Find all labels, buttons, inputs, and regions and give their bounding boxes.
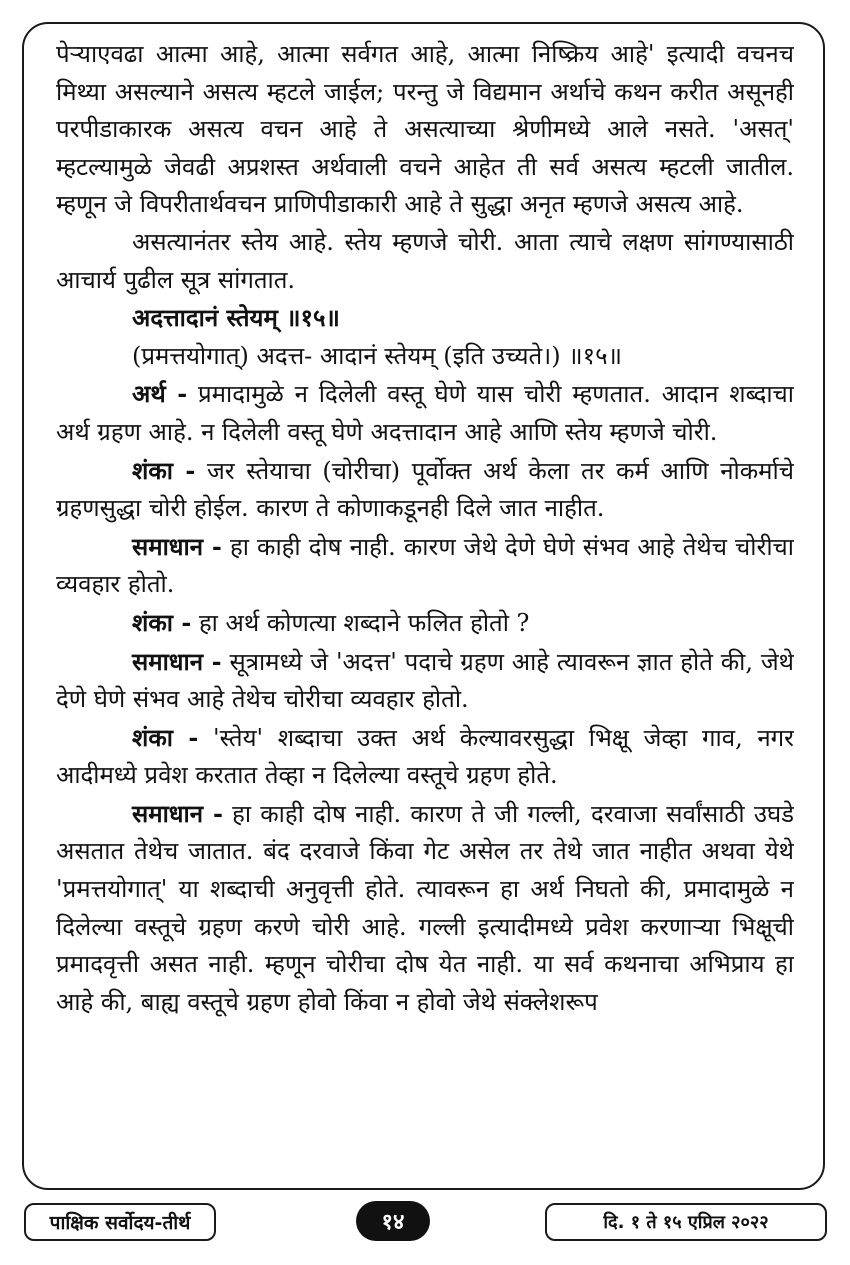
paragraph-text: हा काही दोष नाही. कारण ते जी गल्ली, दरवाजा सर्वांसाठी उघडे असतात तेथेच जातात. बंद दरवाजे किंवा गेट असेल तर तेथे जात नाहीत अथवा येथे 'प्रमत्तयोगात्' या शब्दाची अनुवृत्ती होते. त्यावरून हा अर्थ निघतो की, प्रमादामुळे न दिलेल्या वस्तूचे ग्रहण करणे चोरी आहे. गल्ली इत्यादीमध्ये प्रवेश करणाऱ्या भिक्षूची प्रमादवृत्ती असत नाही. म्हणून चोरीचा दोष येत नाही. या सर्व कथनाचा अभिप्राय हा आहे की, बाह्य वस्तूचे ग्रहण होवो किंवा न होवो जेथे संक्लेशरूप xyxy=(56,799,794,1016)
answer-label: समाधान - xyxy=(132,646,222,676)
answer-label: समाधान - xyxy=(132,798,223,828)
paragraph-text: हा अर्थ कोणत्या शब्दाने फलित होतो ? xyxy=(198,608,530,637)
sutra-heading xyxy=(56,299,794,338)
doubt-paragraph-1 xyxy=(56,452,794,528)
paragraph-text: सूत्रामध्ये जे 'अदत्त' पदाचे ग्रहण आहे त्यावरून ज्ञात होते की, जेथे देणे घेणे संभव आहे तेथेच चोरीचा व्यवहार होतो. xyxy=(56,647,794,714)
doubt-label: शंका - xyxy=(132,455,196,485)
paragraph-text: (प्रमत्तयोगात्) अदत्त- आदानं स्तेयम् (इति उच्यते।) ॥१५॥ xyxy=(132,341,622,370)
issue-date: दि. १ ते १५ एप्रिल २०२२ xyxy=(545,1203,827,1241)
publication-name: पाक्षिक सर्वोदय-तीर्थ xyxy=(24,1203,216,1241)
sutra-expansion xyxy=(56,338,794,376)
doubt-label: शंका - xyxy=(132,607,192,637)
meaning-paragraph xyxy=(56,375,794,451)
doubt-paragraph-3 xyxy=(56,719,794,795)
doubt-paragraph-2 xyxy=(56,604,794,643)
paragraph-text: प्रमादामुळे न दिलेली वस्तू घेणे यास चोरी म्हणतात. आदान शब्दाचा अर्थ ग्रहण आहे. न दिलेली वस्तू घेणे अदत्तादान आहे आणि स्तेय म्हणजे चोरी. xyxy=(56,380,794,446)
doubt-label: शंका - xyxy=(132,722,199,752)
paragraph-text: हा काही दोष नाही. कारण जेथे देणे घेणे संभव आहे तेथेच चोरीचा व्यवहार होतो. xyxy=(56,532,794,599)
answer-paragraph-1 xyxy=(56,528,794,604)
paragraph-text: पेऱ्याएवढा आत्मा आहे, आत्मा सर्वगत आहे, आत्मा निष्क्रिय आहे' इत्यादी वचनच मिथ्या असल्याने असत्य म्हटले जाईल; परन्तु जे विद्यमान अर्थाचे कथन करीत असूनही परपीडाकारक असत्य वचन आहे ते असत्याच्या श्रेणीमध्ये आले नसते. 'असत्' म्हटल्यामुळे जेवढी अप्रशस्त अर्थवाली वचने आहेत ती सर्व असत्य म्हटली जातील. म्हणून जे विपरीतार्थवचन प्राणिपीडाकारी आहे ते सुद्धा अनृत म्हणजे असत्य आहे. xyxy=(56,40,794,219)
answer-paragraph-3 xyxy=(56,795,794,1022)
sutra-title: अदत्तादानं स्तेयम् ॥१५॥ xyxy=(132,303,340,333)
paragraph-2 xyxy=(56,224,794,299)
page-number: १४ xyxy=(356,1201,430,1241)
answer-paragraph-2 xyxy=(56,643,794,719)
body-text xyxy=(56,36,794,1186)
paragraph-text: 'स्तेय' शब्दाचा उक्त अर्थ केल्यावरसुद्धा भिक्षू जेव्हा गाव, नगर आदीमध्ये प्रवेश करतात तेव्हा न दिलेल्या वस्तूचे ग्रहण होते. xyxy=(56,723,794,790)
meaning-label: अर्थ - xyxy=(132,379,188,409)
paragraph-text: जर स्तेयाचा (चोरीचा) पूर्वोक्त अर्थ केला तर कर्म आणि नोकर्माचे ग्रहणसुद्धा चोरी होईल. कारण ते कोणाकडूनही दिले जात नाहीत. xyxy=(56,456,794,523)
answer-label: समाधान - xyxy=(132,531,222,561)
paragraph-1 xyxy=(56,36,794,224)
paragraph-text: असत्यानंतर स्तेय आहे. स्तेय म्हणजे चोरी. आता त्याचे लक्षण सांगण्यासाठी आचार्य पुढील सूत्र सांगतात. xyxy=(56,227,794,294)
